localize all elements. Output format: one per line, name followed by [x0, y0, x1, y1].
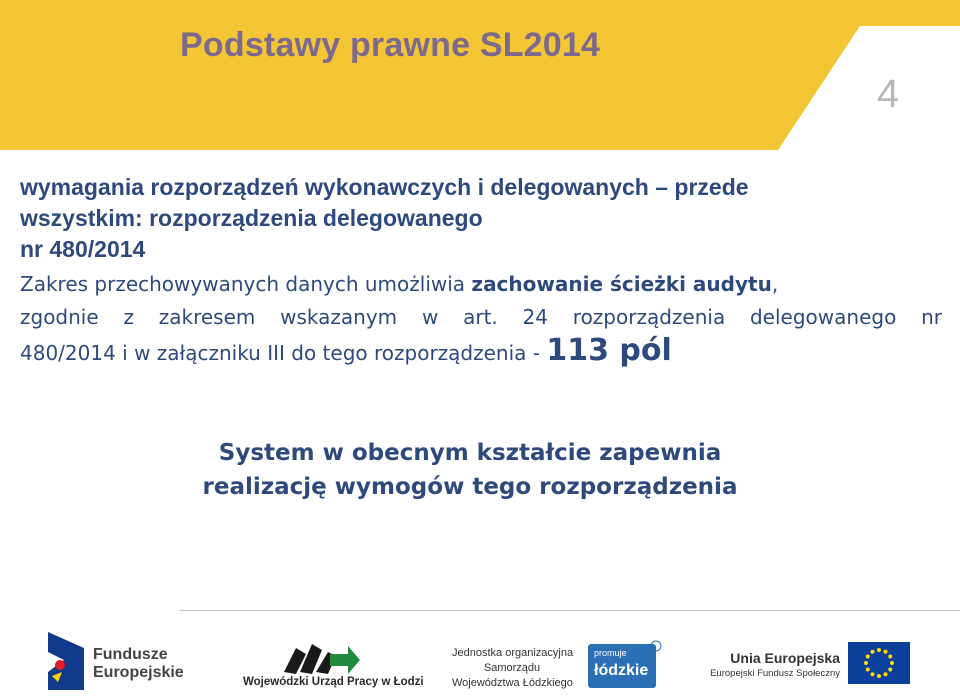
- eu-star: [888, 668, 892, 672]
- summary-line-2: realizację wymogów tego rozporządzenia: [202, 474, 738, 500]
- promuje-line-2: łódzkie: [594, 662, 649, 679]
- eu-flag-icon: [848, 642, 910, 684]
- summary-text: [0, 436, 940, 504]
- requirements-line-3: nr 480/2014: [20, 236, 146, 262]
- eu-star: [866, 655, 870, 659]
- slide-title: Podstawy prawne SL2014: [180, 26, 601, 64]
- scope-line-3-text: 480/2014 i w załączniku III do tego rozporządzenia -: [20, 341, 540, 365]
- registered-mark-icon: [650, 640, 662, 652]
- requirements-line-2: wszystkim: rozporządzenia delegowanego: [20, 205, 483, 231]
- ue-logo-text: [710, 650, 840, 679]
- scope-line-3: [20, 334, 942, 370]
- jednostka-line-1: Jednostka organizacyjna: [452, 647, 574, 659]
- eu-star: [877, 674, 881, 678]
- jednostka-text: [452, 646, 572, 691]
- scope-text: [20, 268, 942, 370]
- eu-star: [888, 655, 892, 659]
- scope-part-2: ,: [771, 272, 779, 296]
- wup-logo-text: Wojewódzki Urząd Pracy w Łodzi: [243, 676, 424, 688]
- summary-line-1: System w obecnym kształcie zapewnia: [218, 440, 722, 466]
- eu-star: [877, 648, 881, 652]
- requirements-text: [20, 172, 920, 265]
- scope-part-1: Zakres przechowywanych danych umożliwia: [20, 272, 466, 296]
- scope-line-1: [20, 268, 942, 301]
- promuje-line-1: promuje: [594, 648, 627, 658]
- fundusze-line-1: Fundusze: [93, 646, 168, 663]
- audit-trail-emphasis: zachowanie ścieżki audytu: [471, 272, 772, 296]
- ue-line-2: Europejski Fundusz Społeczny: [710, 668, 840, 679]
- page-number: 4: [877, 72, 900, 116]
- fundusze-europejskie-logo-text: [93, 646, 184, 682]
- promuje-lodzkie-logo: [588, 644, 656, 688]
- fundusze-line-2: Europejskie: [93, 664, 184, 681]
- header-band: [0, 0, 960, 150]
- eu-star: [890, 661, 894, 665]
- eu-star: [884, 650, 888, 654]
- field-count: 113 pól: [546, 333, 672, 368]
- jednostka-line-3: Województwa Łódzkiego: [452, 677, 573, 689]
- scope-line-2: zgodnie z zakresem wskazanym w art. 24 rozporządzenia delegowanego nr: [20, 305, 942, 329]
- eu-star: [871, 672, 875, 676]
- wup-logo-icon: [282, 638, 360, 676]
- eu-star: [871, 650, 875, 654]
- jednostka-line-2: Samorządu: [483, 662, 541, 674]
- footer-divider: [180, 610, 960, 611]
- fundusze-europejskie-logo-icon: [48, 632, 84, 690]
- eu-star: [864, 661, 868, 665]
- ue-line-1: Unia Europejska: [730, 650, 840, 666]
- eu-star: [884, 672, 888, 676]
- eu-star: [866, 668, 870, 672]
- requirements-line-1: wymagania rozporządzeń wykonawczych i delegowanych – przede: [20, 174, 749, 200]
